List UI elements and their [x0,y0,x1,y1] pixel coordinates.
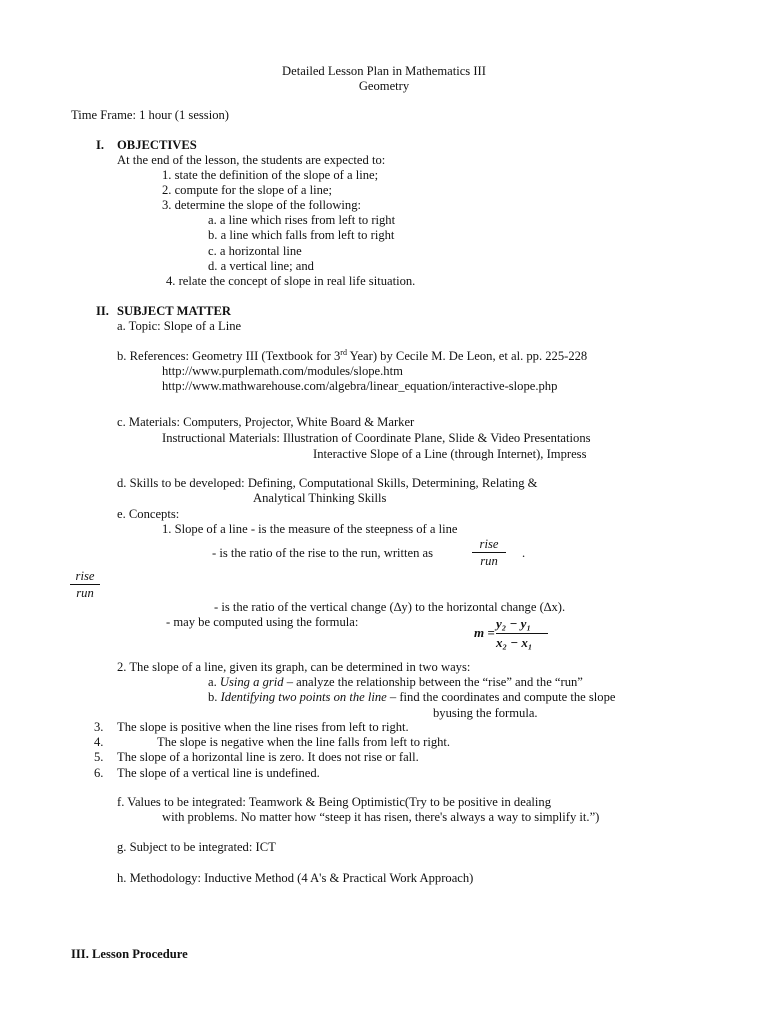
concept-item: The slope is negative when the line falls from left to right. [157,735,451,749]
way-description: – analyze the relationship between the “rise” and the “run” [283,675,583,689]
concepts-heading: e. Concepts: [117,507,180,521]
references-text: b. References: Geometry III (Textbook for 3 [117,349,341,363]
concept-number: 6. [94,766,104,780]
references-line [117,349,587,364]
references-superscript: rd [340,347,347,357]
concept-way-a [208,675,583,690]
formula-numerator: y₂ − y₁ [496,616,531,631]
way-name: Identifying two points on the line [220,690,387,704]
instructional-materials-line: Instructional Materials: Illustration of Coordinate Plane, Slide & Video Presentations [162,431,591,445]
formula-lhs: m = [474,625,495,640]
slope-formula [474,616,554,654]
objectives-intro: At the end of the lesson, the students are expected to: [117,153,386,167]
concept-ratio-line: - is the ratio of the vertical change (∆y) to the horizontal change (∆x). [214,600,566,614]
formula-denominator: x₂ − x₁ [496,635,533,650]
concept-item: The slope of a horizontal line is zero. It does not rise or fall. [117,750,419,764]
concept-way-b [208,690,615,705]
topic-line: a. Topic: Slope of a Line [117,319,242,333]
ratio-period: . [522,546,526,560]
reference-url: http://www.purplemath.com/modules/slope.htm [162,364,403,378]
way-description: – find the coordinates and compute the slope [386,690,616,704]
materials-line: c. Materials: Computers, Projector, White Board & Marker [117,415,415,429]
objective-item: 2. compute for the slope of a line; [162,183,332,197]
concept-number: 5. [94,750,104,764]
concept-number: 3. [94,720,104,734]
methodology-line: h. Methodology: Inductive Method (4 A's & Practical Work Approach) [117,871,474,885]
concept-item: 1. Slope of a line - is the measure of the steepness of a line [162,522,458,536]
section-heading-subject-matter: SUBJECT MATTER [117,304,231,318]
reference-url: http://www.mathwarehouse.com/algebra/linear_equation/interactive-slope.php [162,379,558,393]
rise-over-run-fraction-margin [70,569,100,601]
objective-subitem: d. a vertical line; and [208,259,314,273]
concept-item: The slope of a vertical line is undefined. [117,766,320,780]
concept-number: 4. [94,735,104,749]
document-title: Detailed Lesson Plan in Mathematics III [282,64,486,78]
section-heading-objectives: OBJECTIVES [117,138,197,152]
skills-line: Analytical Thinking Skills [253,491,387,505]
document-subtitle: Geometry [358,79,410,93]
skills-line: d. Skills to be developed: Defining, Computational Skills, Determining, Relating & [117,476,538,490]
subject-integrated-line: g. Subject to be integrated: ICT [117,840,276,854]
objective-item: 4. relate the concept of slope in real life situation. [166,274,416,288]
fraction-denominator: run [480,554,498,568]
objective-subitem: c. a horizontal line [208,244,302,258]
fraction-numerator: rise [70,569,100,585]
objective-item: 1. state the definition of the slope of a line; [162,168,379,182]
formula-fraction-bar [496,633,548,634]
values-line: f. Values to be integrated: Teamwork & Being Optimistic(Try to be positive in dealing [117,795,552,809]
concept-item: 2. The slope of a line, given its graph, can be determined in two ways: [117,660,471,674]
section-heading-lesson-procedure: III. Lesson Procedure [71,947,188,961]
fraction-denominator: run [76,586,94,600]
section-numeral-objectives: I. [96,138,105,152]
time-frame: Time Frame: 1 hour (1 session) [71,108,229,122]
concept-way-b-continued: byusing the formula. [433,706,538,720]
concept-item: The slope is positive when the line rises from left to right. [117,720,409,734]
fraction-numerator: rise [472,537,506,553]
formula-intro: - may be computed using the formula: [166,615,359,629]
values-line: with problems. No matter how “steep it has risen, there's always a way to simplify it.”) [162,810,600,824]
references-text-cont: Year) by Cecile M. De Leon, et al. pp. 225-228 [346,349,588,363]
way-prefix: a. [208,675,220,689]
way-prefix: b. [208,690,221,704]
concept-ratio-line: - is the ratio of the rise to the run, written as [212,546,434,560]
way-name: Using a grid [219,675,284,689]
objective-item: 3. determine the slope of the following: [162,198,362,212]
rise-over-run-fraction [472,537,506,569]
section-numeral-subject-matter: II. [96,304,109,318]
instructional-materials-line: Interactive Slope of a Line (through Internet), Impress [313,447,587,461]
objective-subitem: a. a line which rises from left to right [208,213,396,227]
objective-subitem: b. a line which falls from left to right [208,228,395,242]
